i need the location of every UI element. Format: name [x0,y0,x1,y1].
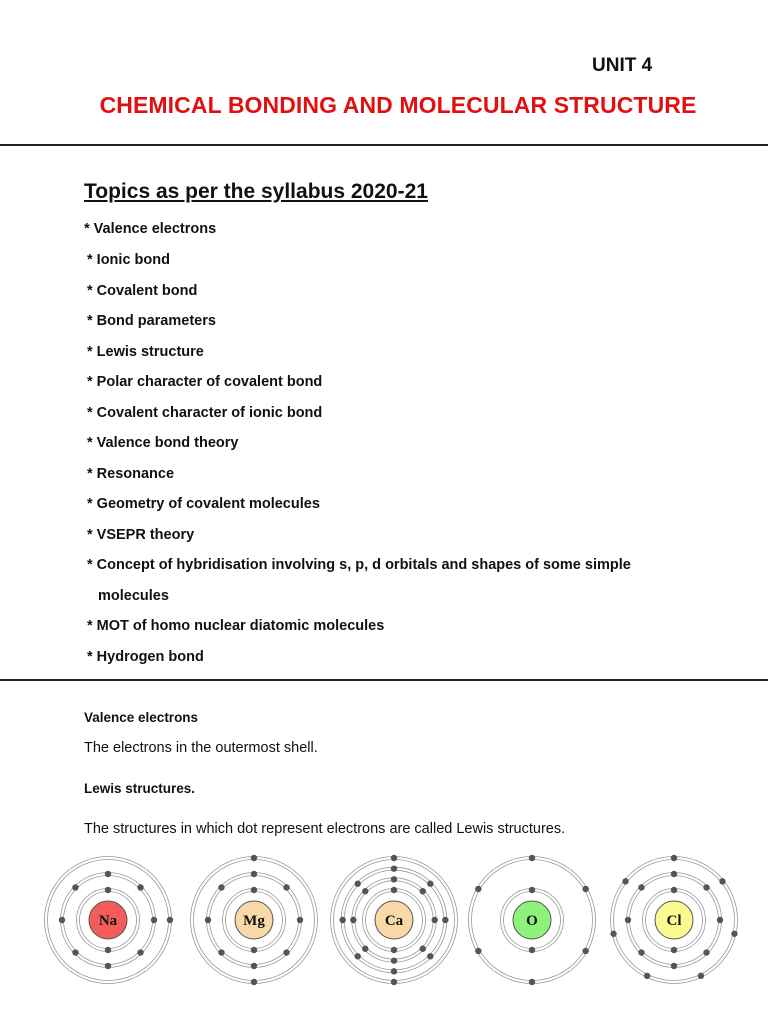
electron-ca [427,953,433,959]
element-symbol-o: O [526,913,538,929]
topic-item-10: * Geometry of covalent molecules [87,496,320,512]
electron-cl [671,963,677,969]
electron-cl [719,878,725,884]
electron-o [529,855,535,861]
electron-ca [391,876,397,882]
divider-top [0,144,768,146]
electron-cl [610,931,616,937]
electron-mg [297,917,303,923]
topic-item-1: * Valence electrons [84,221,217,237]
topics-heading: Topics as per the syllabus 2020-21 [84,180,428,203]
electron-na [105,963,111,969]
electron-na [105,871,111,877]
electron-ca [431,917,437,923]
electron-mg [218,949,224,955]
topic-item-7: * Covalent character of ionic bond [87,405,323,421]
element-symbol-ca: Ca [384,913,404,929]
electron-o [529,947,535,953]
atom-diagram-cl [606,852,742,988]
element-symbol-mg: Mg [243,913,265,929]
page-title: CHEMICAL BONDING AND MOLECULAR STRUCTURE [99,92,697,118]
electron-ca [355,881,361,887]
element-symbol-cl: Cl [666,913,682,929]
topic-item-12-continued: molecules [98,588,169,604]
electron-cl [625,917,631,923]
electron-ca [350,917,356,923]
electron-o [475,948,481,954]
electron-cl [622,878,628,884]
electron-na [167,917,173,923]
lewis-structures-heading: Lewis structures. [84,781,196,796]
electron-ca [355,953,361,959]
electron-o [529,979,535,985]
electron-mg [251,979,257,985]
electron-mg [251,871,257,877]
electron-mg [251,887,257,893]
electron-ca [420,888,426,894]
topic-item-3: * Covalent bond [87,283,198,299]
atom-diagram-o [464,852,600,988]
electron-na [105,887,111,893]
element-symbol-na: Na [98,913,118,929]
electron-ca [391,947,397,953]
electron-ca [427,881,433,887]
electron-cl [731,931,737,937]
electron-na [137,884,143,890]
electron-na [59,917,65,923]
electron-ca [391,957,397,963]
electron-cl [703,884,709,890]
electron-ca [362,888,368,894]
electron-cl [638,949,644,955]
electron-cl [671,947,677,953]
electron-ca [391,968,397,974]
atom-diagram-mg [186,852,322,988]
electron-cl [717,917,723,923]
electron-mg [283,949,289,955]
unit-label: UNIT 4 [592,55,653,76]
electron-na [72,884,78,890]
electron-cl [671,871,677,877]
electron-cl [638,884,644,890]
lewis-structures-definition: The structures in which dot represent electrons are called Lewis structures. [84,821,566,837]
topic-item-5: * Lewis structure [87,344,204,360]
divider-middle [0,679,768,681]
electron-mg [251,963,257,969]
electron-cl [644,973,650,979]
electron-na [72,949,78,955]
electron-cl [671,855,677,861]
electron-o [475,886,481,892]
topic-item-2: * Ionic bond [87,252,170,268]
electron-o [582,948,588,954]
electron-ca [362,946,368,952]
electron-cl [698,973,704,979]
electron-ca [391,979,397,985]
topic-item-8: * Valence bond theory [87,435,239,451]
electron-na [151,917,157,923]
electron-ca [391,887,397,893]
electron-mg [251,855,257,861]
valence-electrons-definition: The electrons in the outermost shell. [84,740,318,756]
electron-mg [251,947,257,953]
topic-item-9: * Resonance [87,466,175,482]
topic-item-14: * Hydrogen bond [87,649,204,665]
electron-mg [205,917,211,923]
electron-cl [703,949,709,955]
topic-item-11: * VSEPR theory [87,527,195,543]
topic-item-12: * Concept of hybridisation involving s, p, d orbitals and shapes of some simple [87,557,631,573]
topic-item-6: * Polar character of covalent bond [87,374,323,390]
atom-diagram-na [40,852,176,988]
electron-ca [442,917,448,923]
atom-diagram-ca [326,852,462,988]
electron-o [529,887,535,893]
electron-ca [420,946,426,952]
electron-mg [283,884,289,890]
electron-ca [391,865,397,871]
electron-na [137,949,143,955]
electron-o [582,886,588,892]
electron-ca [339,917,345,923]
topic-item-4: * Bond parameters [87,313,216,329]
electron-mg [218,884,224,890]
topic-item-13: * MOT of homo nuclear diatomic molecules [87,618,385,634]
electron-cl [671,887,677,893]
electron-na [105,947,111,953]
electron-ca [391,855,397,861]
valence-electrons-heading: Valence electrons [84,710,199,725]
